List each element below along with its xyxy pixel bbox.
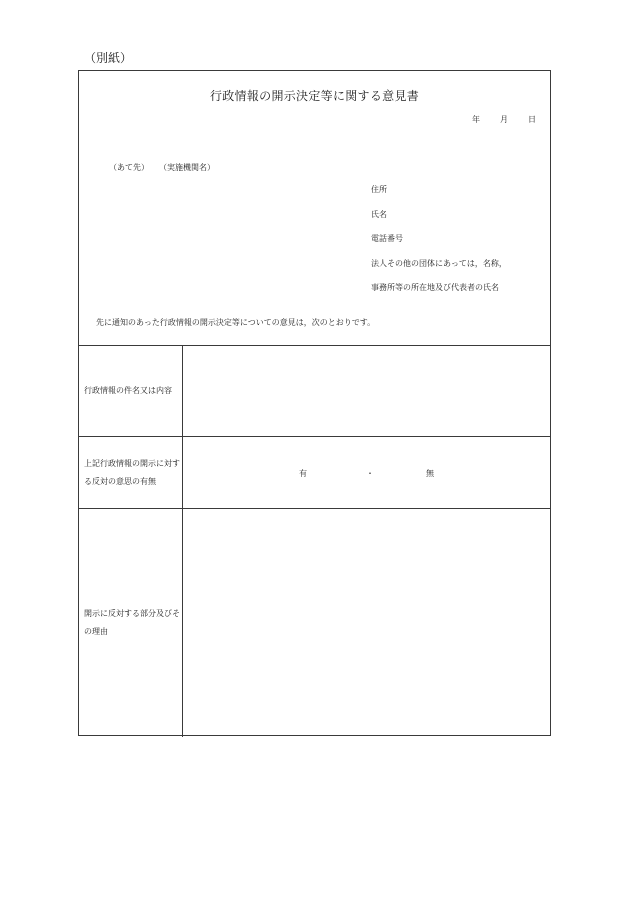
objection-choice-cell [183,437,550,508]
subject-label-cell [79,346,183,436]
opinion-intro: 先に通知のあった行政情報の開示決定等についての意見は，次のとおりです。 [96,318,376,327]
reason-label: 開示に反対する部分及びその理由 [84,609,180,636]
opinion-table [79,345,550,735]
addressee-line [109,163,215,173]
table-row-subject [79,345,550,436]
table-row-objection [79,436,550,508]
corporate-note-line1: 法人その他の団体にあっては，名称， [371,258,507,268]
day-unit: 日 [528,115,536,124]
reason-field[interactable] [183,509,550,737]
objection-no-option[interactable]: 無 [426,469,434,478]
phone-label: 電話番号 [371,234,403,243]
objection-separator: ・ [366,469,374,478]
subject-label: 行政情報の件名又は内容 [84,386,172,395]
table-row-reason [79,508,550,737]
objection-label: 上記行政情報の開示に対する反対の意思の有無 [84,458,180,486]
reason-label-cell [79,509,183,737]
opinion-form [78,70,551,736]
objection-yes-option[interactable]: 有 [299,469,307,478]
addressee-label: （あて先） [109,163,149,172]
address-label: 住所 [371,185,387,194]
subject-field[interactable] [183,346,550,436]
sender-block [371,185,507,308]
year-unit: 年 [472,115,480,124]
name-label: 氏名 [371,209,387,219]
month-unit: 月 [500,115,508,124]
corporate-note-line2: 事務所等の所在地及び代表者の氏名 [371,283,499,292]
document-title: 行政情報の開示決定等に関する意見書 [209,89,420,103]
date-line [472,115,536,125]
objection-label-cell [79,437,183,508]
attachment-label: （別紙） [84,51,133,65]
agency-name-label: （実施機関名） [159,163,215,172]
